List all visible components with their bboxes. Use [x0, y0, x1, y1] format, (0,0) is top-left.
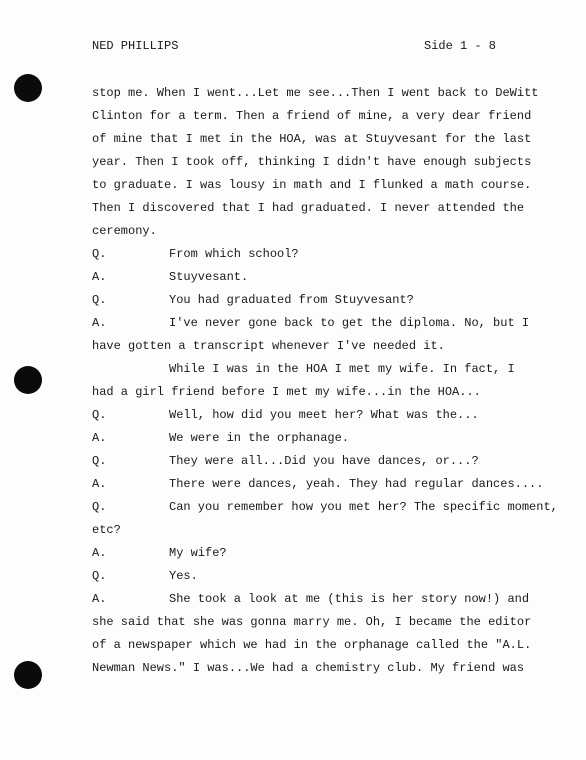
transcript-line [92, 177, 552, 200]
header-page-number: Side 1 - 8 [424, 39, 497, 53]
transcript-line [92, 499, 558, 522]
transcript-body [92, 85, 558, 683]
transcript-line [92, 568, 552, 591]
transcript-line [92, 614, 552, 637]
speaker-label: A. [92, 477, 107, 491]
line-text: They were all...Did you have dances, or...? [169, 454, 479, 468]
line-text: Newman News." I was...We had a chemistry club. My friend was [92, 661, 525, 675]
punch-hole [14, 366, 42, 394]
transcript-line [92, 430, 552, 453]
transcript-line [92, 131, 552, 154]
transcript-line [92, 269, 552, 292]
transcript-line [92, 108, 552, 131]
line-text: She took a look at me (this is her story now!) and [169, 592, 530, 606]
line-text: Yes. [169, 569, 198, 583]
transcript-line [92, 384, 552, 407]
line-text: Can you remember how you met her? The specific moment, [169, 500, 558, 514]
line-text: You had graduated from Stuyvesant? [169, 293, 414, 307]
transcript-line [92, 453, 552, 476]
speaker-label: A. [92, 592, 107, 606]
transcript-line [92, 637, 552, 660]
line-text: etc? [92, 523, 121, 537]
line-text: she said that she was gonna marry me. Oh, I became the editor [92, 615, 532, 629]
line-text: have gotten a transcript whenever I've needed it. [92, 339, 445, 353]
speaker-label: Q. [92, 247, 107, 261]
transcript-line [92, 154, 552, 177]
transcript-line [92, 522, 552, 545]
transcript-line [92, 292, 552, 315]
transcript-line [92, 223, 552, 246]
line-text: of a newspaper which we had in the orphanage called the "A.L. [92, 638, 532, 652]
line-text: We were in the orphanage. [169, 431, 350, 445]
line-text: While I was in the HOA I met my wife. In fact, I [169, 362, 515, 376]
line-text: had a girl friend before I met my wife...in the HOA... [92, 385, 481, 399]
line-text: From which school? [169, 247, 299, 261]
line-text: stop me. When I went...Let me see...Then I went back to DeWitt [92, 86, 539, 100]
speaker-label: A. [92, 270, 107, 284]
transcript-line [92, 361, 552, 384]
line-text: of mine that I met in the HOA, was at Stuyvesant for the last [92, 132, 532, 146]
transcript-line [92, 85, 552, 108]
transcript-line [92, 338, 552, 361]
transcript-line [92, 476, 552, 499]
page-header [92, 38, 497, 54]
line-text: My wife? [169, 546, 227, 560]
line-text: year. Then I took off, thinking I didn't have enough subjects [92, 155, 532, 169]
speaker-label: Q. [92, 500, 107, 514]
header-name: NED PHILLIPS [92, 39, 179, 53]
line-text: Then I discovered that I had graduated. I never attended the [92, 201, 525, 215]
speaker-label: Q. [92, 293, 107, 307]
punch-hole [14, 74, 42, 102]
transcript-line [92, 407, 552, 430]
line-text: Well, how did you meet her? What was the... [169, 408, 479, 422]
punch-hole [14, 661, 42, 689]
line-text: I've never gone back to get the diploma. No, but I [169, 316, 530, 330]
speaker-label: Q. [92, 569, 107, 583]
speaker-label: A. [92, 316, 107, 330]
speaker-label: A. [92, 431, 107, 445]
line-text: to graduate. I was lousy in math and I flunked a math course. [92, 178, 532, 192]
line-text: There were dances, yeah. They had regular dances.... [169, 477, 544, 491]
speaker-label: Q. [92, 454, 107, 468]
line-text: Clinton for a term. Then a friend of mine, a very dear friend [92, 109, 532, 123]
transcript-line [92, 591, 552, 614]
transcript-line [92, 545, 552, 568]
line-text: Stuyvesant. [169, 270, 249, 284]
transcript-line [92, 315, 552, 338]
line-text: ceremony. [92, 224, 157, 238]
transcript-line [92, 200, 552, 223]
transcript-line [92, 660, 552, 683]
transcript-line [92, 246, 552, 269]
speaker-label: A. [92, 546, 107, 560]
speaker-label: Q. [92, 408, 107, 422]
